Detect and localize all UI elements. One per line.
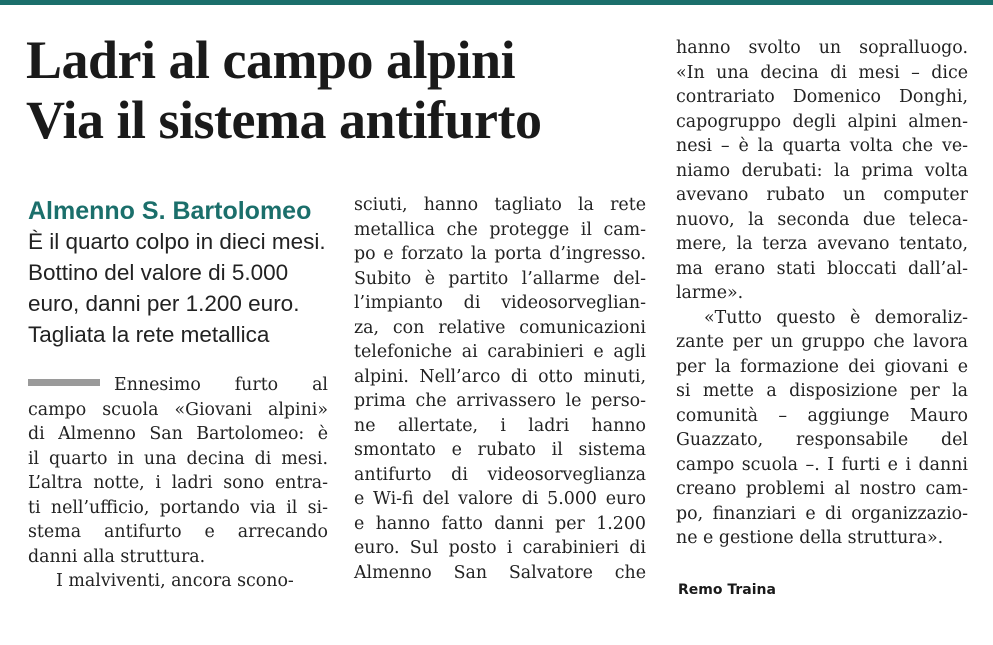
article-line: mere, la terza avevano tentato,	[676, 234, 968, 254]
article-line: avevano rubato un computer	[676, 185, 968, 205]
article-line	[28, 373, 328, 398]
article-line: di Almenno San Bartolomeo: è	[28, 424, 328, 444]
article-line: «In una decina di mesi – dice	[676, 62, 968, 83]
article-line-text: «Tutto questo è demoraliz-	[704, 307, 968, 328]
article-line: per la formazione dei giovani e	[676, 356, 968, 377]
headline-line-1: Ladri al campo alpini	[26, 30, 516, 90]
article-line: po, finanziari e di organizzazio-	[676, 503, 968, 524]
article-line: ne e gestione della struttura».	[676, 528, 944, 548]
article-line: Guazzato, responsabile del	[676, 430, 968, 450]
article-line: euro. Sul posto i carabinieri di	[354, 538, 646, 558]
article-line: niamo derubati: la prima volta	[676, 160, 968, 181]
article-line: hanno svolto un sopralluogo.	[676, 38, 968, 58]
article-line-text: Ennesimo furto al	[114, 375, 328, 395]
article-line: L’altra notte, i ladri sono entra-	[28, 473, 328, 493]
summary-line-3: euro, danni per 1.200 euro.	[28, 291, 300, 316]
article-line: il quarto in una decina di mesi.	[28, 448, 328, 469]
article-line: metallica che protegge il cam-	[354, 219, 646, 240]
article-line: larme».	[676, 283, 744, 303]
article-line: danni alla struttura.	[28, 546, 206, 567]
article-line: creano problemi al nostro cam-	[676, 479, 968, 499]
article-line: campo scuola «Giovani alpini»	[28, 399, 328, 420]
article-line: ma erano stati bloccati dall’al-	[676, 258, 968, 279]
article-line: ti nell’ufficio, portando via il si-	[28, 497, 328, 518]
article-line: comunità – aggiunge Mauro	[676, 405, 968, 426]
article-line: campo scuola –. I furti e i danni	[676, 454, 968, 475]
article-line: ne allertate, i ladri hanno	[354, 415, 646, 436]
author-byline: Remo Traina	[678, 582, 776, 598]
article-line: nuovo, la seconda due telecа-	[676, 209, 968, 230]
top-accent-rule	[0, 0, 993, 5]
article-column-3	[676, 36, 968, 551]
article-column-1	[28, 373, 328, 594]
article-line: nesi – è la quarta volta che ve-	[676, 136, 968, 156]
location-kicker: Almenno S. Bartolomeo	[28, 197, 312, 225]
article-column-2	[354, 193, 646, 585]
headline-line-2: Via il sistema antifurto	[26, 90, 542, 150]
summary-line-2: Bottino del valore di 5.000	[28, 260, 289, 285]
article-line: telefoniche ai carabinieri e agli	[354, 342, 646, 362]
summary	[28, 226, 333, 350]
lead-bar-marker	[28, 379, 100, 386]
article-line: sciuti, hanno tagliato la rete	[354, 195, 646, 215]
article-line: alpini. Nell’arco di otto minuti,	[354, 366, 646, 387]
article-line: si mette a disposizione per la	[676, 381, 968, 401]
article-line: capogruppo degli alpini almen-	[676, 111, 968, 132]
article-line: contrariato Domenico Donghi,	[676, 87, 968, 107]
summary-line-4: Tagliata la rete metallica	[28, 322, 270, 347]
headline	[26, 30, 646, 150]
article-line: smontato e rubato il sistema	[354, 440, 646, 460]
article-line: l’impianto di videosorveglian-	[354, 293, 646, 313]
article-line: e Wi-fi del valore di 5.000 euro	[354, 489, 646, 509]
article-line: po e forzato la porta d’ingresso.	[354, 244, 646, 264]
article-line: e hanno fatto danni per 1.200	[354, 513, 646, 534]
article-line-text: I malviventi, ancora scono-	[56, 571, 294, 591]
article-line	[676, 306, 968, 331]
article-line: Subito è partito l’allarme del-	[354, 268, 646, 289]
article-line: stema antifurto e arrecando	[28, 522, 328, 542]
article-line: za, con relative comunicazioni	[354, 317, 646, 338]
article-line	[28, 569, 328, 594]
article-line: Almenno San Salvatore che	[354, 562, 646, 583]
article-line: prima che arrivassero le perso-	[354, 391, 646, 411]
article-line: antifurto di videosorveglianza	[354, 464, 646, 485]
article-line: zante per un gruppo che lavora	[676, 332, 968, 352]
summary-line-1: È il quarto colpo in dieci mesi.	[28, 229, 326, 254]
